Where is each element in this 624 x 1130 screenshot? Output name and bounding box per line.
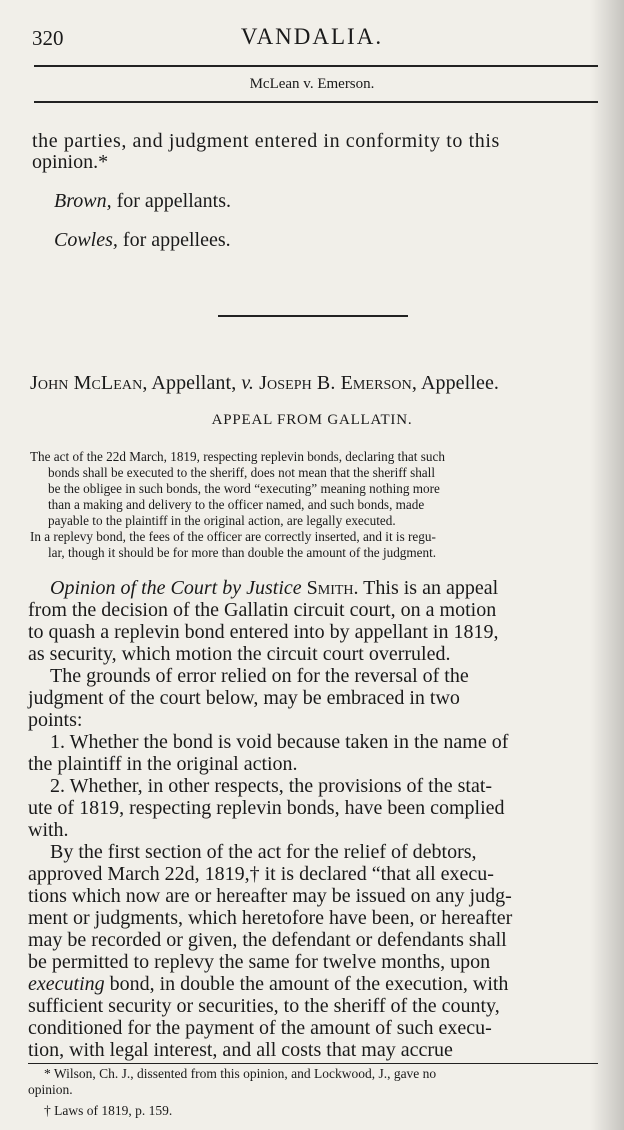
header-rule-top bbox=[34, 65, 598, 67]
opinion-line: judgment of the court below, may be embraced in two bbox=[28, 687, 460, 709]
opinion-intro-italic: Opinion of the Court by Justice bbox=[50, 577, 302, 599]
footnote-star-cont: opinion. bbox=[28, 1082, 73, 1097]
headnote-line: The act of the 22d March, 1819, respecting replevin bonds, declaring that such bbox=[30, 449, 445, 464]
opinion-line: The grounds of error relied on for the reversal of the bbox=[50, 665, 469, 687]
opinion-italic-word: executing bbox=[28, 973, 105, 995]
opinion-line: the plaintiff in the original action. bbox=[28, 753, 298, 775]
opinion-justice: Smith. bbox=[301, 577, 359, 599]
opinion-line bbox=[28, 973, 508, 995]
headnote-line: lar, though it should be for more than double the amount of the judgment. bbox=[48, 545, 437, 560]
header-rule-bottom bbox=[34, 101, 598, 103]
opinion-line: ment or judgments, which heretofore have been, or hereafter bbox=[28, 907, 513, 929]
headnote-line: bonds shall be executed to the sheriff, does not mean that the sheriff shall bbox=[48, 465, 435, 480]
counsel-appellants bbox=[54, 190, 231, 212]
opinion-line: tion, with legal interest, and all costs that may accrue bbox=[28, 1039, 453, 1061]
case-separator-rule bbox=[218, 315, 408, 317]
opinion-line: ute of 1819, respecting replevin bonds, have been complied bbox=[28, 797, 505, 819]
headnote-line: be the obligee in such bonds, the word “executing” meaning nothing more bbox=[48, 481, 440, 496]
appellee-name: Joseph B. Emerson bbox=[254, 372, 412, 394]
headnote-line: than a making and delivery to the officer named, and such bonds, made bbox=[48, 497, 425, 512]
case-parties-heading bbox=[30, 372, 499, 395]
opinion-line: to quash a replevin bond entered into by appellant in 1819, bbox=[28, 621, 499, 643]
versus: v. bbox=[241, 372, 254, 394]
appeal-from: APPEAL FROM GALLATIN. bbox=[211, 412, 413, 428]
headnote-line: payable to the plaintiff in the original action, are legally executed. bbox=[48, 513, 396, 528]
counsel-name: Brown, bbox=[54, 190, 112, 212]
opinion-line: as security, which motion the circuit court overruled. bbox=[28, 643, 451, 665]
opinion-line: 2. Whether, in other respects, the provisions of the stat- bbox=[50, 775, 493, 797]
opinion-line: be permitted to replevy the same for twelve months, upon bbox=[28, 951, 491, 973]
running-title: VANDALIA. bbox=[240, 24, 384, 49]
opinion-line: with. bbox=[28, 819, 69, 841]
opinion-line: points: bbox=[28, 709, 83, 731]
page-gutter-shadow bbox=[590, 0, 624, 1130]
opinion-line: may be recorded or given, the defendant or defendants shall bbox=[28, 929, 507, 951]
appellee-role: , Appellee. bbox=[411, 372, 500, 394]
opinion-line: approved March 22d, 1819,† it is declared “that all execu- bbox=[28, 863, 494, 885]
opinion-line: By the first section of the act for the relief of debtors, bbox=[50, 841, 477, 863]
prev-case-line: the parties, and judgment entered in conformity to this bbox=[32, 130, 500, 152]
footnote-star: * Wilson, Ch. J., dissented from this opinion, and Lockwood, J., gave no bbox=[44, 1066, 437, 1081]
opinion-intro-line bbox=[50, 577, 498, 599]
opinion-line: conditioned for the payment of the amount of such execu- bbox=[28, 1017, 492, 1039]
counsel-appellees bbox=[54, 229, 231, 251]
headnote-line: In a replevy bond, the fees of the officer are correctly inserted, and it is regu- bbox=[30, 529, 436, 544]
counsel-role: for appellants. bbox=[111, 190, 232, 212]
opinion-line: 1. Whether the bond is void because taken in the name of bbox=[50, 731, 509, 753]
opinion-line: tions which now are or hereafter may be issued on any judg- bbox=[28, 885, 512, 907]
opinion-line: from the decision of the Gallatin circuit court, on a motion bbox=[28, 599, 497, 621]
prev-case-line: opinion.* bbox=[32, 151, 109, 173]
footnote-dagger: † Laws of 1819, p. 159. bbox=[44, 1103, 173, 1118]
appellant-role: , Appellant, bbox=[142, 372, 242, 394]
footnote-rule bbox=[28, 1063, 598, 1064]
opinion-intro-rest: This is an appeal bbox=[358, 577, 499, 599]
counsel-role: for appellees. bbox=[117, 229, 231, 251]
case-caption: McLean v. Emerson. bbox=[249, 76, 375, 92]
counsel-name: Cowles, bbox=[54, 229, 118, 251]
page-number: 320 bbox=[32, 26, 64, 50]
opinion-line: sufficient security or securities, to the sheriff of the county, bbox=[28, 995, 500, 1017]
appellant-name: John McLean bbox=[30, 372, 143, 394]
opinion-line-rest: bond, in double the amount of the execution, with bbox=[104, 973, 509, 995]
